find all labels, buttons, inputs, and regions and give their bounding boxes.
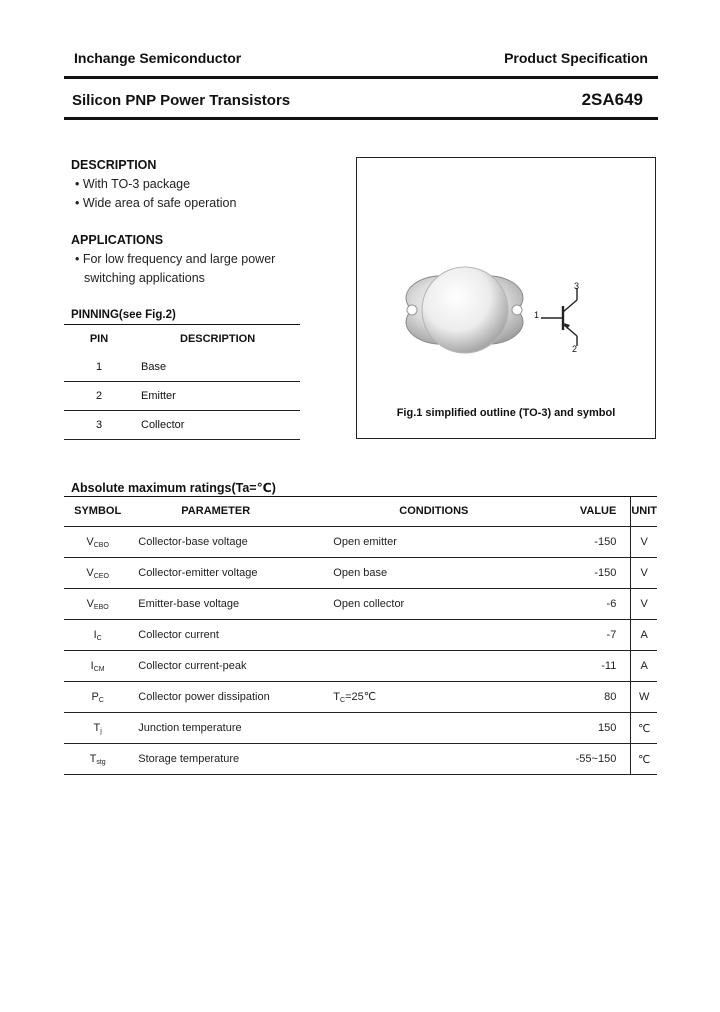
col-parameter: PARAMETER bbox=[131, 496, 327, 527]
symbol-letter: T bbox=[89, 752, 97, 765]
rating-row bbox=[64, 589, 657, 620]
pin-number: 1 bbox=[95, 361, 103, 373]
pin-row bbox=[64, 353, 300, 382]
rating-conditions bbox=[327, 589, 542, 620]
rating-unit: ℃ bbox=[631, 744, 657, 775]
rating-unit: V bbox=[631, 558, 657, 589]
applications-item-cont: switching applications bbox=[84, 271, 205, 285]
pin-description: Collector bbox=[141, 419, 185, 431]
rating-conditions bbox=[327, 713, 542, 744]
symbol-pin-3-label: 3 bbox=[574, 281, 580, 291]
to3-package-illustration bbox=[357, 158, 655, 438]
figure-box bbox=[356, 157, 656, 439]
symbol-letter: I bbox=[93, 628, 97, 641]
rating-unit: ℃ bbox=[631, 713, 657, 744]
rating-row bbox=[64, 527, 657, 558]
rating-row bbox=[64, 558, 657, 589]
condition-tail: =25℃ bbox=[345, 691, 377, 703]
product-line: Silicon PNP Power Transistors bbox=[72, 92, 291, 109]
symbol-letter: P bbox=[91, 690, 99, 703]
symbol-letter: V bbox=[86, 597, 94, 610]
rating-unit: V bbox=[631, 527, 657, 558]
rating-parameter: Collector power dissipation bbox=[131, 682, 327, 713]
pinning-table bbox=[64, 325, 300, 440]
description-item: • With TO-3 package bbox=[75, 177, 191, 191]
condition-text: Open collector bbox=[333, 597, 405, 610]
symbol-pin-1-label: 1 bbox=[534, 310, 540, 320]
description-item: • Wide area of safe operation bbox=[75, 196, 237, 210]
rating-value: 150 bbox=[542, 713, 631, 744]
rating-conditions bbox=[327, 682, 542, 713]
symbol-subscript: C bbox=[96, 634, 102, 642]
rating-row bbox=[64, 651, 657, 682]
symbol-pin-2-label: 2 bbox=[572, 344, 578, 354]
rating-row bbox=[64, 744, 657, 775]
symbol-subscript: CBO bbox=[93, 541, 109, 549]
rating-conditions bbox=[327, 527, 542, 558]
rating-row bbox=[64, 713, 657, 744]
pin-description: Base bbox=[141, 361, 167, 373]
part-number: 2SA649 bbox=[581, 90, 643, 109]
pinning-header-row bbox=[64, 325, 300, 353]
rating-parameter: Junction temperature bbox=[131, 713, 327, 744]
rating-symbol bbox=[64, 713, 131, 744]
col-unit: UNIT bbox=[631, 496, 657, 527]
symbol-subscript: CEO bbox=[93, 572, 109, 580]
condition-text: Open base bbox=[333, 566, 388, 579]
symbol-letter: I bbox=[90, 659, 94, 672]
applications-item: • For low frequency and large power bbox=[75, 252, 276, 266]
rating-parameter: Collector-emitter voltage bbox=[131, 558, 327, 589]
pin-row bbox=[64, 382, 300, 411]
rating-symbol bbox=[64, 651, 131, 682]
rating-value: -7 bbox=[542, 620, 631, 651]
header-rule-top bbox=[64, 76, 658, 79]
rating-value: -150 bbox=[542, 527, 631, 558]
rating-parameter: Storage temperature bbox=[131, 744, 327, 775]
rating-value: 80 bbox=[542, 682, 631, 713]
symbol-letter: V bbox=[86, 535, 94, 548]
symbol-subscript: stg bbox=[96, 758, 106, 766]
rating-conditions bbox=[327, 744, 542, 775]
applications-title: APPLICATIONS bbox=[71, 233, 164, 247]
rating-unit: A bbox=[631, 651, 657, 682]
symbol-letter: V bbox=[86, 566, 94, 579]
figure-caption: Fig.1 simplified outline (TO-3) and symbol bbox=[396, 407, 616, 419]
pin-description: Emitter bbox=[141, 390, 176, 402]
rating-symbol bbox=[64, 527, 131, 558]
ratings-header-row bbox=[64, 496, 657, 527]
condition-text: T bbox=[333, 691, 341, 703]
rating-symbol bbox=[64, 682, 131, 713]
condition-subscript: C bbox=[340, 697, 346, 704]
company-name: Inchange Semiconductor bbox=[74, 50, 242, 66]
rating-unit: W bbox=[631, 682, 657, 713]
rating-symbol bbox=[64, 620, 131, 651]
col-description: DESCRIPTION bbox=[180, 333, 256, 345]
pin-row bbox=[64, 411, 300, 440]
rating-parameter: Emitter-base voltage bbox=[131, 589, 327, 620]
pin-number: 3 bbox=[95, 419, 103, 431]
rating-conditions bbox=[327, 620, 542, 651]
symbol-subscript: EBO bbox=[93, 603, 109, 611]
rating-parameter: Collector current bbox=[131, 620, 327, 651]
rating-value: -11 bbox=[542, 651, 631, 682]
rating-parameter: Collector-base voltage bbox=[131, 527, 327, 558]
rating-row bbox=[64, 682, 657, 713]
pinning-title: PINNING(see Fig.2) bbox=[71, 309, 176, 321]
rating-conditions bbox=[327, 558, 542, 589]
col-conditions: CONDITIONS bbox=[327, 496, 542, 527]
rating-value: -150 bbox=[542, 558, 631, 589]
ratings-title: Absolute maximum ratings(Ta=℃) bbox=[71, 481, 276, 495]
condition-text: Open emitter bbox=[333, 535, 397, 548]
description-title: DESCRIPTION bbox=[71, 158, 157, 172]
rating-symbol bbox=[64, 558, 131, 589]
rating-unit: V bbox=[631, 589, 657, 620]
rating-parameter: Collector current-peak bbox=[131, 651, 327, 682]
symbol-subscript: C bbox=[98, 696, 104, 704]
header-rule-bottom bbox=[64, 117, 658, 120]
doc-type: Product Specification bbox=[504, 50, 648, 66]
rating-conditions bbox=[327, 651, 542, 682]
col-value: VALUE bbox=[542, 496, 631, 527]
pin-number: 2 bbox=[95, 390, 103, 402]
symbol-letter: T bbox=[93, 721, 101, 734]
symbol-subscript: j bbox=[100, 727, 102, 735]
rating-value: -6 bbox=[542, 589, 631, 620]
col-symbol: SYMBOL bbox=[64, 496, 131, 527]
ratings-table bbox=[64, 496, 657, 775]
rating-symbol bbox=[64, 589, 131, 620]
rating-value: -55~150 bbox=[542, 744, 631, 775]
rating-symbol bbox=[64, 744, 131, 775]
rating-row bbox=[64, 620, 657, 651]
col-pin: PIN bbox=[89, 333, 109, 345]
symbol-subscript: CM bbox=[93, 665, 105, 673]
rating-unit: A bbox=[631, 620, 657, 651]
